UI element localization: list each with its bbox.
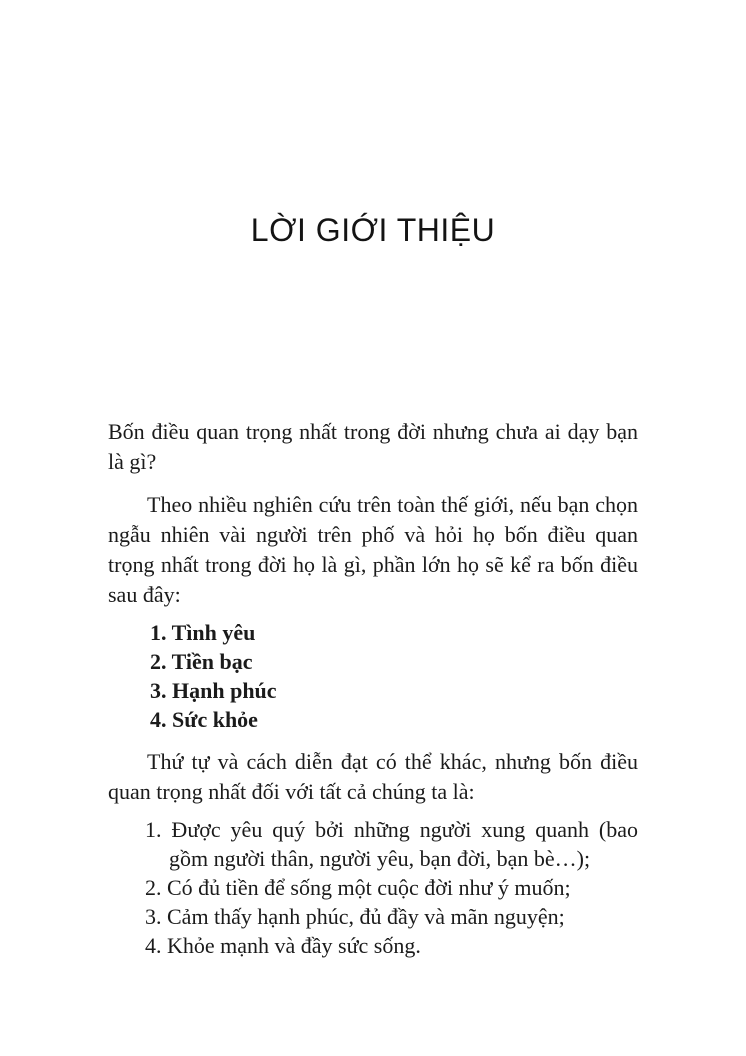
list-item-love: 1. Tình yêu (150, 620, 256, 645)
list-item-enough-money: 2. Có đủ tiền để sống một cuộc đời như ý muốn; (145, 875, 571, 900)
four-things-detailed-list (145, 815, 638, 960)
paragraph-order-note: Thứ tự và cách diễn đạt có thể khác, nhưng bốn điều quan trọng nhất đối với tất cả chúng ta là: (108, 749, 638, 804)
list-item-healthy: 4. Khỏe mạnh và đầy sức sống. (145, 933, 421, 958)
list-item-happiness: 3. Hạnh phúc (150, 678, 277, 703)
list-item-money: 2. Tiền bạc (150, 649, 253, 674)
list-item-feel-happy: 3. Cảm thấy hạnh phúc, đủ đầy và mãn nguyện; (145, 904, 565, 929)
four-things-simple-list (150, 618, 638, 734)
list-item-loved-by-others: 1. Được yêu quý bởi những người xung quanh (bao gồm người thân, người yêu, bạn đời, bạn bè…); (145, 817, 638, 871)
book-page (0, 209, 746, 1056)
list-item-health: 4. Sức khỏe (150, 707, 258, 732)
chapter-title: LỜI GIỚI THIỆU (250, 212, 496, 248)
paragraph-research: Theo nhiều nghiên cứu trên toàn thế giới, nếu bạn chọn ngẫu nhiên vài người trên phố và hỏi họ bốn điều quan trọng nhất trong đời họ là gì, phần lớn họ sẽ kể ra bốn điều sau đây: (108, 492, 638, 607)
page-content (108, 417, 638, 960)
paragraph-intro-question: Bốn điều quan trọng nhất trong đời nhưng chưa ai dạy bạn là gì? (108, 419, 638, 474)
